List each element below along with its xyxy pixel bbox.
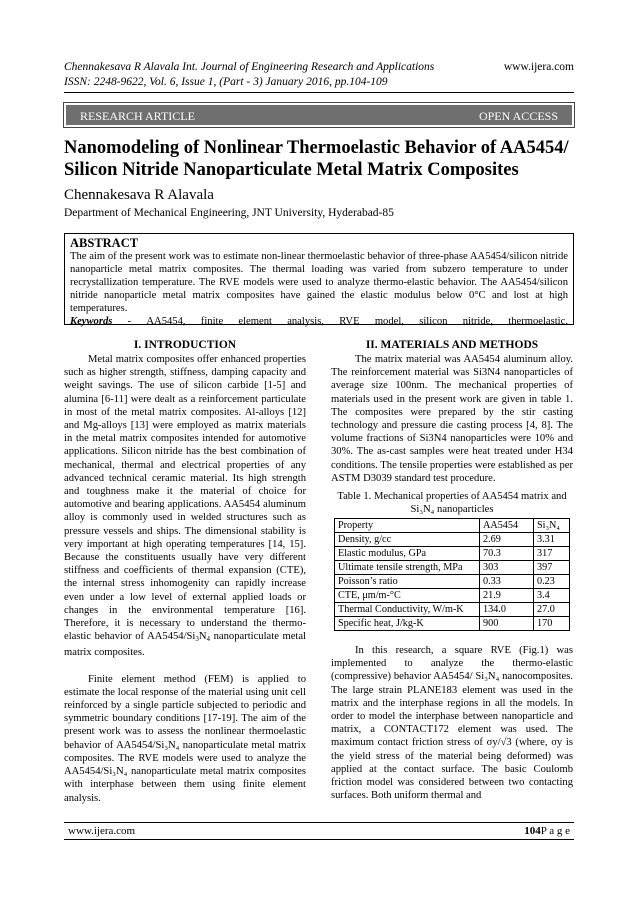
- keyword: RVE: [339, 316, 360, 327]
- table-cell: Specific heat, J/kg-K: [335, 617, 480, 631]
- keyword: nitride,: [462, 316, 494, 327]
- keyword: thermoelastic.: [508, 316, 568, 327]
- author-affiliation: Department of Mechanical Engineering, JNT University, Hyderabad-85: [64, 207, 394, 219]
- table-header-cell: Si₃N₄: [534, 519, 570, 533]
- table-cell: Density, g/cc: [335, 533, 480, 547]
- table-cell: 397: [534, 561, 570, 575]
- author-name: Chennakesava R Alavala: [64, 187, 214, 203]
- table-cell: 317: [534, 547, 570, 561]
- paper-title: Nanomodeling of Nonlinear Thermoelastic Behavior of AA5454/ Silicon Nitride Nanoparticulate Metal Matrix Composites: [64, 138, 569, 180]
- methods-paragraph-1: The matrix material was AA5454 aluminum alloy. The reinforcement material was Si3N4 nanoparticles of average size 100nm. The mechanical properties of materials used in the present work are given in table 1. The composites were prepared by the stir casting technology and pressure die casting process [4, 8]. The volume fractions of Si3N4 nanoparticles were 10% and 30%. The as-cast samples were heat treated under H34 conditions. The tensile properties were established as per ASTM D3039 standard test procedure.: [331, 354, 573, 484]
- keyword: analysis,: [287, 316, 324, 327]
- formula-subscript: 4: [206, 635, 211, 644]
- properties-table: [334, 518, 570, 631]
- abstract-box: [64, 233, 574, 325]
- table-row: [335, 575, 570, 589]
- section-heading-methods: II. MATERIALS AND METHODS: [365, 339, 539, 351]
- table-cell: 2.69: [480, 533, 534, 547]
- formula-text: N: [198, 631, 207, 643]
- table-cell: 21.9: [480, 589, 534, 603]
- abstract-text: The aim of the present work was to estimate non-linear thermoelastic behavior of three-phase AA5454/silicon nitride nanoparticle metal matrix composites. The thermal loading was varied from subzero temperature to under recrystallization temperature. The RVE models were used to analyze thermo-elastic behavior. The AA5454/silicon nitride nanoparticle metal matrix composites have gained the elastic modulus below 0°C and lost at high temperatures.: [70, 251, 568, 314]
- page-number: [524, 825, 570, 837]
- table-cell: 3.31: [534, 533, 570, 547]
- table-row: [335, 547, 570, 561]
- keyword: -: [127, 316, 132, 327]
- formula-subscript: 3: [195, 635, 199, 644]
- table-row: [335, 603, 570, 617]
- keyword: model,: [374, 316, 404, 327]
- table-cell: Poisson’s ratio: [335, 575, 480, 589]
- journal-url[interactable]: www.ijera.com: [503, 61, 574, 73]
- page-number-suffix: P a g e: [540, 825, 570, 837]
- right-column: [331, 338, 573, 802]
- table-row: [335, 561, 570, 575]
- abstract-heading: ABSTRACT: [70, 236, 139, 250]
- article-banner: [64, 103, 574, 127]
- table-header-cell: AA5454: [480, 519, 534, 533]
- table-cell: Elastic modulus, GPa: [335, 547, 480, 561]
- table-cell: 900: [480, 617, 534, 631]
- methods-paragraph-2: In this research, a square RVE (Fig.1) was implemented to analyze the thermo-elastic (compressive) behavior AA5454/ Si₃N₄ nanocomposites. The large strain PLANE183 element was used in the matrix and the interphase regions in all the models. In order to model the interphase between nanoparticle and matrix, a CONTACT172 element was used. The maximum contact friction stress of σy/√3 (where, σy is the yield stress of the material being deformed) was applied at the contact surface. The basic Coulomb friction model was considered between two contacting surfaces. Both uniform thermal and: [331, 645, 573, 802]
- page-footer: [64, 822, 574, 840]
- table-cell: CTE, μm/m-°C: [335, 589, 480, 603]
- formula-text: nanoparticulate metal matrix composites.: [64, 631, 306, 659]
- table-header-cell: Property: [335, 519, 480, 533]
- table-caption: Table 1. Mechanical properties of AA5454 matrix and Si₃N₄ nanoparticles: [337, 491, 567, 516]
- table-cell: 303: [480, 561, 534, 575]
- footer-url[interactable]: www.ijera.com: [68, 825, 136, 837]
- left-column: [64, 338, 306, 805]
- table-cell: 3.4: [534, 589, 570, 603]
- table-cell: 27.0: [534, 603, 570, 617]
- table-row: [335, 589, 570, 603]
- table-cell: Thermal Conductivity, W/m-K: [335, 603, 480, 617]
- table-cell: Ultimate tensile strength, MPa: [335, 561, 480, 575]
- keywords-line: [70, 315, 568, 329]
- keyword: silicon: [419, 316, 448, 327]
- table-row: [335, 617, 570, 631]
- journal-header: [64, 60, 574, 90]
- keyword: AA5454,: [146, 316, 186, 327]
- table-row: [335, 533, 570, 547]
- intro-paragraph-1-text: Metal matrix composites offer enhanced properties such as higher strength, stiffness, damping capacity and weight savings. The use of silicon carbide [1-5] and alumina [6-11] were dealt as a reinforcement particulate in most of the metal matrix composites. Al-alloys [12] and Mg-alloys [13] were employed as matrix materials in the metal matrix composites intended for automotive applications. Silicon nitride has the best combination of mechanical, thermal and electrical properties of any advanced technical ceramic material. Its high strength and toughness make it the material of choice for automotive and bearing applications. AA5454 aluminum alloy is commonly used in welded structures such as pressure vessels and ships. The dimensional stability is very important at high operating temperatures [14, 15]. Because the constituents usually have very different stiffness and coefficients of thermal expansion (CTE), the internal stress inhomogenity can rapidly increase even under a low level of external applied loads or changes in the environmental temperature [16]. Therefore, it is necessary to understand the thermo-elastic behavior of: [64, 354, 306, 643]
- journal-citation: Chennakesava R Alavala Int. Journal of Engineering Research and Applications: [64, 61, 435, 73]
- page-number-value: 104: [524, 825, 541, 837]
- formula-text: AA5454/Si: [147, 631, 196, 643]
- keywords-label: Keywords: [70, 316, 113, 327]
- access-type: OPEN ACCESS: [478, 109, 558, 123]
- section-heading-introduction: I. INTRODUCTION: [133, 339, 237, 351]
- intro-paragraph-1: [64, 353, 306, 660]
- keyword: finite: [200, 316, 224, 327]
- keyword: element: [238, 316, 272, 327]
- journal-issn: ISSN: 2248-9622, Vol. 6, Issue 1, (Part - 3) January 2016, pp.104-109: [64, 76, 388, 88]
- table-cell: 0.23: [534, 575, 570, 589]
- article-type: RESEARCH ARTICLE: [80, 109, 195, 123]
- table-cell: 0.33: [480, 575, 534, 589]
- table-header-row: [335, 519, 570, 533]
- header-rule: [64, 92, 574, 93]
- table-cell: 134.0: [480, 603, 534, 617]
- table-cell: 170: [534, 617, 570, 631]
- table-cell: 70.3: [480, 547, 534, 561]
- intro-paragraph-2: Finite element method (FEM) is applied to estimate the local response of the material using unit cell reinforced by a single particle subjected to periodic and symmetric boundary conditions [17-19]. The aim of the present work was to assess the nonlinear thermoelastic behavior of AA5454/Si₃N₄ nanoparticulate metal matrix composites. The RVE models were used to analyze the AA5454/Si₃N₄ nanoparticulate metal matrix composites with interphase between them using finite element analysis.: [64, 673, 306, 804]
